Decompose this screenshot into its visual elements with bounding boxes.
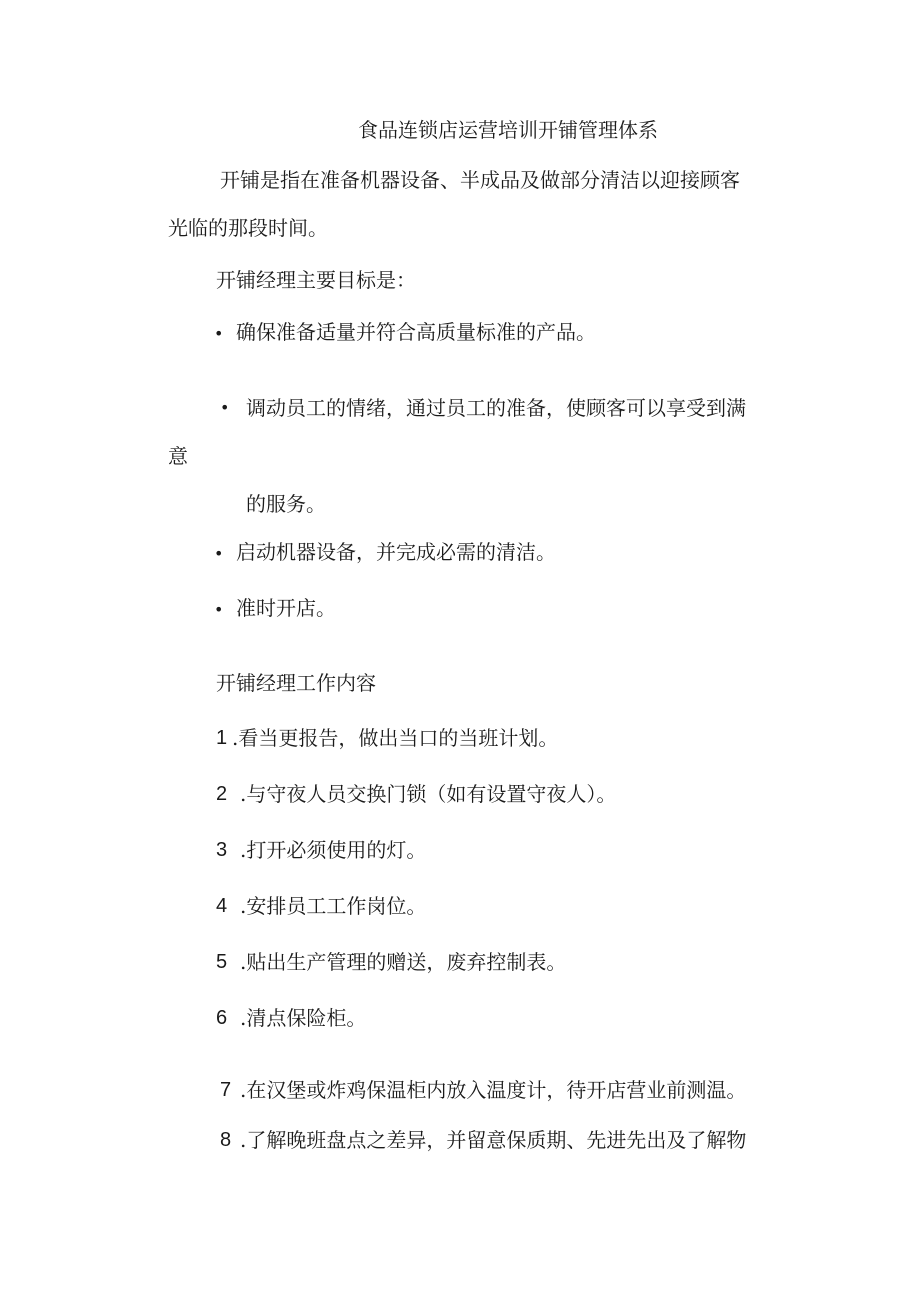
goals-heading: 开铺经理主要目标是：: [216, 268, 416, 292]
duty-number: 4: [216, 895, 228, 917]
duty-number: 7: [220, 1079, 232, 1101]
duty-item-7: .在汉堡或炸鸡保温柜内放入温度计，待开店营业前测温。: [240, 1078, 747, 1102]
duties-heading: 开铺经理工作内容: [216, 671, 376, 695]
intro-paragraph-line2: 光临的那段时间。: [168, 216, 328, 240]
goal-item-2-continuation: 的服务。: [246, 492, 326, 516]
duty-number: 6: [216, 1007, 228, 1029]
bullet-icon: •: [214, 544, 224, 563]
duty-item-3: .打开必须使用的灯。: [240, 838, 427, 862]
duty-item-2: .与守夜人员交换门锁（如有设置守夜人）。: [240, 782, 617, 806]
duty-number: 8: [220, 1129, 232, 1151]
bullet-icon: •: [220, 398, 230, 417]
bullet-icon: •: [214, 324, 224, 343]
goal-item-1: 确保准备适量并符合高质量标准的产品。: [236, 320, 596, 344]
intro-paragraph-line1: 开铺是指在准备机器设备、半成品及做部分清洁以迎接顾客: [220, 168, 740, 192]
duty-number: 1: [216, 727, 228, 749]
duty-item-4: .安排员工工作岗位。: [240, 894, 427, 918]
document-title: 食品连锁店运营培训开铺管理体系: [358, 118, 658, 142]
duty-item-5: .贴出生产管理的赠送，废弃控制表。: [240, 950, 567, 974]
duty-number: 2: [216, 783, 228, 805]
duty-item-6: .清点保险柜。: [240, 1006, 367, 1030]
duty-item-8: .了解晚班盘点之差异，并留意保质期、先进先出及了解物: [240, 1128, 747, 1152]
goal-item-2: 调动员工的情绪，通过员工的准备，使顾客可以享受到满: [246, 396, 746, 420]
goal-item-2-continuation: 意: [168, 444, 188, 468]
duty-item-1: .看当更报告，做出当口的当班计划。: [232, 726, 559, 750]
bullet-icon: •: [214, 600, 224, 619]
duty-number: 3: [216, 839, 228, 861]
goal-item-4: 准时开店。: [236, 596, 336, 620]
duty-number: 5: [216, 951, 228, 973]
goal-item-3: 启动机器设备，并完成必需的清洁。: [236, 540, 556, 564]
